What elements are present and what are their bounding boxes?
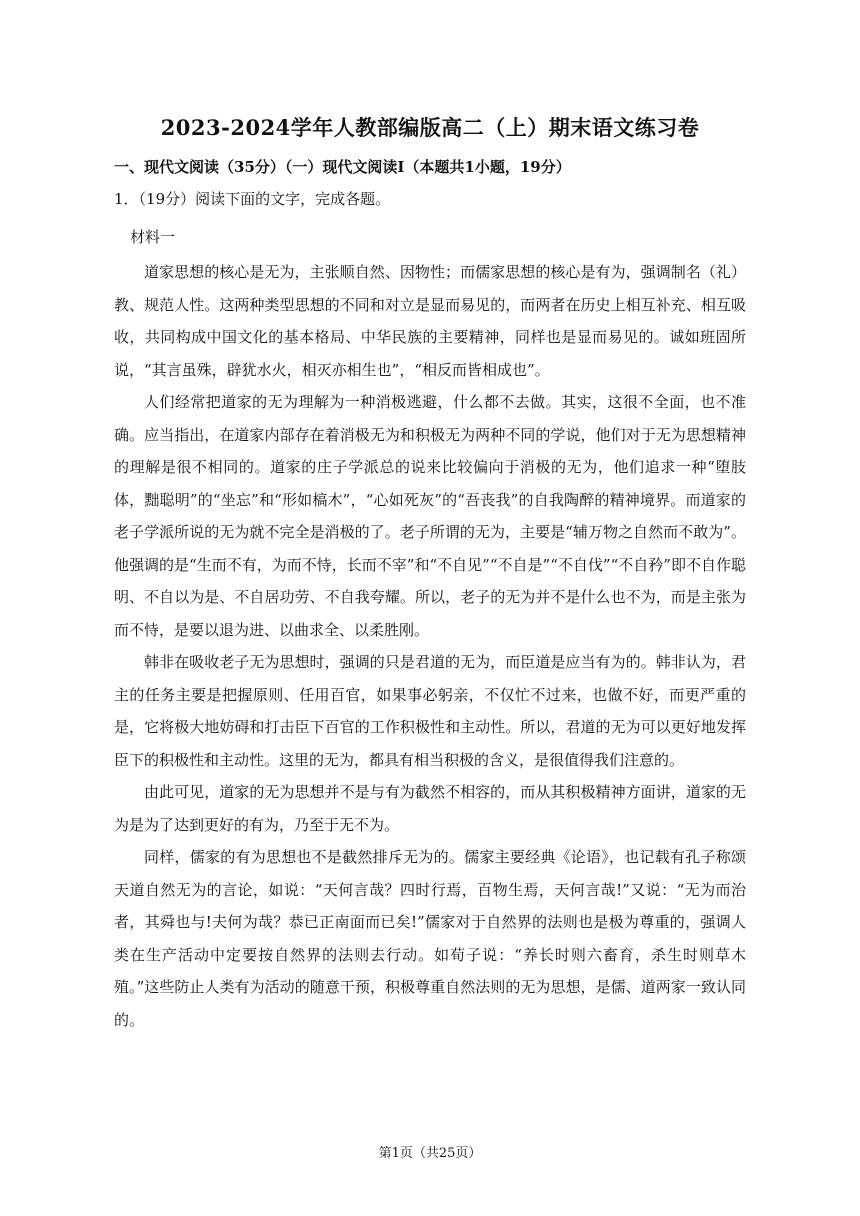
page-title: 2023-2024学年人教部编版高二（上）期末语文练习卷 xyxy=(160,115,700,140)
paragraph-3: 韩非在吸收老子无为思想时，强调的只是君道的无为，而臣道是应当有为的。韩非认为，君主的任务主要是把握原则、任用百官，如果事必躬亲，不仅忙不过来，也做不好，而更严重的是，它将极大地妨碍和打击臣下百官的工作积极性和主动性。所以，君道的无为可以更好地发挥臣下的积极性和主动性。这里的无为，都具有相当积极的含义，是很值得我们注意的。 xyxy=(114,653,746,769)
paragraph-4: 由此可见，道家的无为思想并不是与有为截然不相容的，而从其积极精神方面讲，道家的无为是为了达到更好的有为，乃至于无不为。 xyxy=(114,783,746,834)
material-label: 材料一 xyxy=(130,228,176,246)
article-body xyxy=(114,256,746,1036)
section-heading: 一、现代文阅读（35分）（一）现代文阅读Ⅰ（本题共1小题，19分） xyxy=(114,158,571,176)
paragraph-2: 人们经常把道家的无为理解为一种消极逃避，什么都不去做。其实，这很不全面，也不准确。应当指出，在道家内部存在着消极无为和积极无为两种不同的学说，他们对于无为思想精神的理解是很不相同的。道家的庄子学派总的说来比较偏向于消极的无为，他们追求一种“堕肢体，黜聪明”的“坐忘”和“形如槁木”，“心如死灰”的“吾丧我”的自我陶醉的精神境界。而道家的老子学派所说的无为就不完全是消极的了。老子所谓的无为，主要是“辅万物之自然而不敢为”。他强调的是“生而不有，为而不恃，长而不宰”和“不自见”“不自是”“不自伐”“不自矜”即不自作聪明、不自以为是、不自居功劳、不自我夸耀。所以，老子的无为并不是什么也不为，而是主张为而不恃，是要以退为进、以曲求全、以柔胜刚。 xyxy=(114,393,746,639)
paragraph-1: 道家思想的核心是无为，主张顺自然、因物性；而儒家思想的核心是有为，强调制名（礼）教、规范人性。这两种类型思想的不同和对立是显而易见的，而两者在历史上相互补充、相互吸收，共同构成中国文化的基本格局、中华民族的主要精神，同样也是显而易见的。诚如班固所说，“其言虽殊，辟犹水火，相灭亦相生也”，“相反而皆相成也”。 xyxy=(114,263,746,379)
page-footer: 第1页（共25页） xyxy=(378,1146,482,1161)
question-intro: 1．（19分）阅读下面的文字，完成各题。 xyxy=(114,190,391,208)
paragraph-5: 同样，儒家的有为思想也不是截然排斥无为的。儒家主要经典《论语》，也记载有孔子称颂天道自然无为的言论，如说：“天何言哉？四时行焉，百物生焉，天何言哉!”又说：“无为而治者，其舜也与!夫何为哉？恭已正南面而已矣!”儒家对于自然界的法则也是极为尊重的，强调人类在生产活动中定要按自然界的法则去行动。如荀子说：“养长时则六畜育，杀生时则草木殖。”这些防止人类有为活动的随意干预，积极尊重自然法则的无为思想，是儒、道两家一致认同的。 xyxy=(114,848,746,1029)
